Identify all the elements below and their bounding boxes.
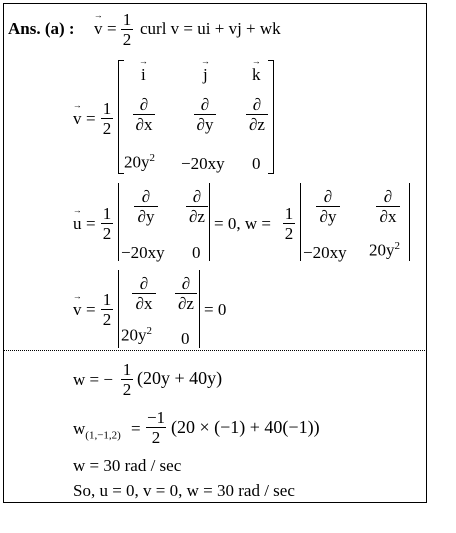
- w-bottom-right-text: 20y: [369, 240, 395, 260]
- matrix-right-bracket: [268, 60, 274, 174]
- w-equation-lhs: w = −: [73, 370, 113, 389]
- w-dx: [376, 187, 400, 226]
- matrix-dx: [133, 95, 155, 134]
- w-dy: [316, 187, 340, 226]
- w-equation-rhs: (20y + 40y): [137, 368, 223, 388]
- u-num: 1: [102, 204, 112, 223]
- u-den: 2: [102, 224, 112, 243]
- u-result: = 0, w =: [214, 214, 271, 233]
- w-bottom-right: [369, 241, 400, 259]
- matrix-v-lhs: [73, 110, 82, 127]
- v-result: = 0: [204, 300, 227, 319]
- matrix-20y2: [124, 153, 155, 171]
- header-eq: =: [107, 19, 117, 38]
- w-dy-den: ∂y: [319, 207, 337, 226]
- v-lhs: [73, 301, 82, 318]
- u-bottom-right: 0: [192, 243, 201, 262]
- u-dz-num: ∂: [192, 187, 202, 206]
- w-sub-index: (1,−1,2): [85, 429, 121, 442]
- w-det-right: [409, 183, 410, 261]
- v-dx: [132, 274, 156, 313]
- header-v-letter: → v: [94, 20, 103, 37]
- v-det-right: [199, 270, 200, 348]
- w-dy-num: ∂: [323, 187, 333, 206]
- header-v: [94, 20, 103, 37]
- v-num: 1: [102, 290, 112, 309]
- matrix-k-letter: → k: [252, 66, 261, 83]
- header-half-fraction: [121, 10, 133, 49]
- w-dx-num: ∂: [383, 187, 393, 206]
- w-sub-rhs: (20 × (−1) + 40(−1)): [171, 417, 320, 437]
- u-lhs: [73, 215, 82, 232]
- u-dz-den: ∂z: [189, 207, 205, 226]
- v-den: 2: [102, 310, 112, 329]
- u-dz: [186, 187, 208, 226]
- w-equation-fraction: [121, 360, 133, 399]
- w-sub-eq: =: [131, 419, 141, 438]
- u-letter: → u: [73, 215, 82, 232]
- w-det-left: [300, 183, 301, 261]
- w-dx-den: ∂x: [379, 207, 397, 226]
- v-det-left: [118, 270, 119, 348]
- matrix-v-eq: =: [86, 109, 96, 128]
- matrix-20y-text: 20y: [124, 152, 150, 172]
- matrix-i: [141, 66, 146, 83]
- w-sub-num: −1: [146, 408, 166, 427]
- v-bottom-left-sup: 2: [146, 325, 152, 337]
- v-fraction: [101, 290, 113, 329]
- header-curl-expression: curl v = ui + vj + wk: [140, 19, 281, 38]
- u-dy-num: ∂: [141, 187, 151, 206]
- matrix-dx-den: ∂x: [135, 115, 153, 134]
- final-answer: So, u = 0, v = 0, w = 30 rad / sec: [73, 481, 295, 500]
- u-dy-den: ∂y: [137, 207, 155, 226]
- matrix-k: [252, 66, 261, 83]
- matrix-dz: [246, 95, 268, 134]
- v-eq: =: [86, 300, 96, 319]
- matrix-dx-num: ∂: [139, 95, 149, 114]
- matrix-v-den: 2: [102, 119, 112, 138]
- v-bottom-left-text: 20y: [121, 325, 147, 345]
- w-sub-den: 2: [151, 428, 161, 447]
- u-det-left: [118, 183, 119, 261]
- v-dz-den: ∂z: [178, 294, 194, 313]
- matrix-v-letter: → v: [73, 110, 82, 127]
- matrix-dy-num: ∂: [200, 95, 210, 114]
- u-bottom-left: −20xy: [121, 243, 165, 262]
- matrix-dz-num: ∂: [252, 95, 262, 114]
- matrix-j-letter: → j: [203, 66, 208, 83]
- answer-label: Ans. (a) :: [8, 19, 75, 38]
- matrix-zero: 0: [252, 154, 261, 173]
- u-det-right: [209, 183, 210, 261]
- v-dz: [175, 274, 197, 313]
- w-sub-lhs: [73, 420, 121, 441]
- u-eq: =: [86, 214, 96, 233]
- u-dy: [134, 187, 158, 226]
- v-bottom-right: 0: [181, 329, 190, 348]
- u-fraction: [101, 204, 113, 243]
- matrix-minus20xy: −20xy: [181, 154, 225, 173]
- matrix-v-num: 1: [102, 99, 112, 118]
- w-num: 1: [284, 204, 294, 223]
- w-sub-letter: w: [73, 419, 86, 438]
- header-half-den: 2: [122, 30, 132, 49]
- w-equation-den: 2: [122, 380, 132, 399]
- matrix-dy-den: ∂y: [196, 115, 214, 134]
- dotted-divider: [3, 350, 427, 351]
- header-half-num: 1: [122, 10, 132, 29]
- w-bottom-left: −20xy: [303, 243, 347, 262]
- v-dx-num: ∂: [139, 274, 149, 293]
- v-bottom-left: [121, 326, 152, 344]
- w-fraction: [283, 204, 295, 243]
- matrix-v-fraction: [101, 99, 113, 138]
- matrix-dy: [194, 95, 216, 134]
- v-letter: → v: [73, 301, 82, 318]
- w-value: w = 30 rad / sec: [73, 456, 182, 475]
- w-equation-num: 1: [122, 360, 132, 379]
- matrix-dz-den: ∂z: [249, 115, 265, 134]
- v-dx-den: ∂x: [135, 294, 153, 313]
- matrix-20y-sup: 2: [149, 152, 155, 164]
- w-den: 2: [284, 224, 294, 243]
- matrix-j: [203, 66, 208, 83]
- w-bottom-right-sup: 2: [394, 240, 400, 252]
- v-dz-num: ∂: [181, 274, 191, 293]
- matrix-i-letter: → i: [141, 66, 146, 83]
- w-sub-fraction: [146, 408, 166, 447]
